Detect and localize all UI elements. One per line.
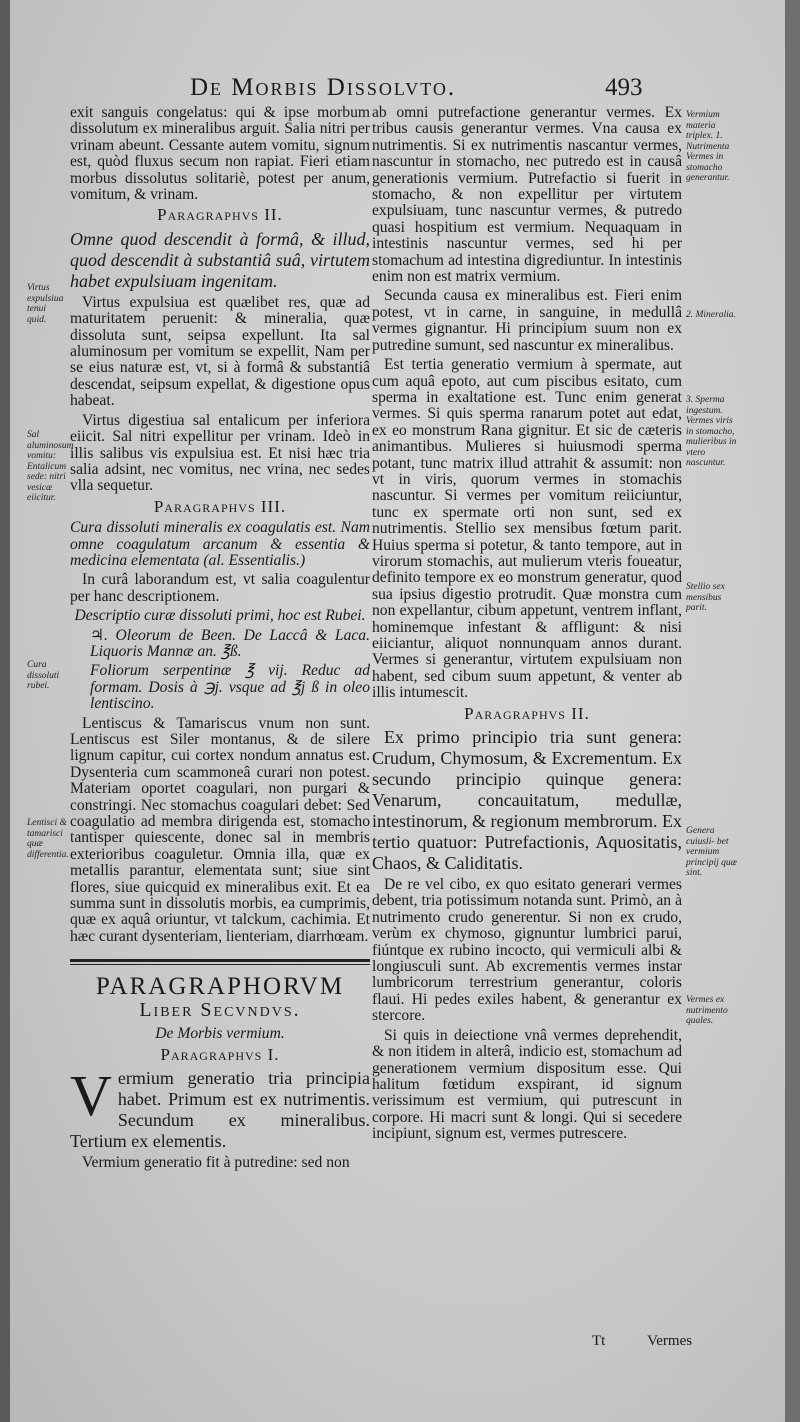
book-subtitle: Liber Secvndvs. <box>139 998 301 1021</box>
recipe-title: Descriptio curæ dissoluti primi, hoc est Rubei. <box>74 607 366 625</box>
page-edge <box>785 0 800 1422</box>
margin-note: Genera cuiusli- bet vermium principij quæ sint. <box>686 826 737 878</box>
paragraph: Secunda causa ex mineralibus est. Fieri enim potest, vt in carne, in sanguine, in medullâ vermes gignantur. Hi principium suum non ex putredine sumunt, sed nascuntur ex mineralibus. <box>372 287 682 354</box>
margin-note: Sal aluminosum vomitu: Entalicum sede: nitri vesicæ eiicitur. <box>27 430 74 503</box>
section-heading: Paragraphvs III. <box>153 496 287 516</box>
signature-mark: Tt <box>592 1333 606 1349</box>
left-column <box>70 105 370 1174</box>
paragraph: Si quis in deiectione vnâ vermes deprehendit, & non itidem in alterâ, indicio est, stomachum ad generationem vermium dispositum esse. Qui halitum fœtidum exspirant, id signum verissimum est vermium, qui putrescunt in corpore. Hi macri sunt & longi. Qui si secedere incipiunt, signum est, vermes putrescere. <box>372 1026 682 1143</box>
paragraph: De re vel cibo, ex quo esitato generari vermes debent, tria potissimum notanda sunt. Primò, an à nutrimento crudo generentur. Si non ex crudo, verùm ex chymoso, gignuntur lumbrici parui, fiúntque ex rubino incocto, qui vermiculi albi & longiusculi sunt. Ab excrementis vermes instar lumbricorum terrestrium generantur, coloris flaui. Hi pedes exiles habent, & generantur ex stercore. <box>372 876 682 1025</box>
paragraph: Ex primo principio tria sunt genera: Crudum, Chymosum, & Excrementum. Ex secundo principio quinque genera: Venarum, concauitatum, medullæ, intestinorum, & regionum membrorum. Ex tertio quatuor: Putrefactionis, Aquositatis, Chaos, & Caliditatis. <box>372 727 682 874</box>
margin-note: Vermes ex nutrimento quales. <box>686 995 728 1026</box>
paragraph: Virtus digestiua sal entalicum per inferiora eiicit. Sal nitri expellitur per vrinam. Ideò in illis salibus vis expulsiua est. Et nisi hæc tria salia adsint, nec vomitus, nec vrina, nec sedes vlla sequetur. <box>70 411 370 495</box>
margin-note: Stellio sex mensibus parit. <box>686 582 725 613</box>
book-title: PARAGRAPHORVM <box>95 973 345 1001</box>
margin-note: Virtus expulsiua tenui quid. <box>27 283 64 325</box>
margin-note: Cura dissoluti rubei. <box>27 660 60 691</box>
margin-note: Lentisci & tamarisci quæ differentia. <box>27 818 69 860</box>
paragraph: Lentiscus & Tamariscus vnum non sunt. Lentiscus est Siler montanus, & de silere lignum capitur, cui cortex nondum annatus est. Dysenteria cum scammoneâ curari non potest. Materiam oportet coagulari, non purgari & constringi. Nec stomachus coagulari debet: Sed coagulatio ad membra dirigenda est, stomacho tantisper quiescente, donec sal in membris exterioribus coaguletur. Omnia illa, quæ ex metallis parantur, elementata sunt; siue sint flores, siue quicquid ex mineralibus exit. Et ea summa sunt in dissolutis morbis, ea cumprimis, quæ ex aquâ oriuntur, vt talckum, cachimia. Et hæc curant dysenteriam, lienteriam, diarrhœam. <box>70 714 370 945</box>
running-head: De Morbis Dissolvto. <box>190 74 457 101</box>
recipe-line: ♃. Oleorum de Been. De Laccâ & Laca. Liquoris Mannæ an. ℥ß. <box>90 626 370 660</box>
paragraph: ab omni putrefactione generantur vermes. Ex tribus causis generantur vermes. Vna causa ex nutrimentis. Si ex nutrimentis nascantur vermes, nascuntur in stomacho, nec putredo est in causâ generationis vermium. Putrefactio si fuerit in stomacho, & non expellitur per virtutem expulsiuam, tunc nascuntur vermes, & putredo quasi hospitium est vermium. Nequaquam in intestinis nascuntur vermes, sed hi per stomachum ad intestina digrediuntur. In intestinis enim non est matrix vermium. <box>372 104 682 286</box>
book-page <box>10 0 785 1422</box>
page-footer <box>592 1333 702 1350</box>
paragraph: Vermium generatio fit à putredine: sed non <box>82 1153 350 1171</box>
paragraph: Est tertia generatio vermium à spermate, aut cum aquâ epoto, aut cum piscibus esitato, cum sperma in exaltatione est. Tunc enim generat vermes. Si quis sperma ranarum potet aut edat, ex eo monstrum Rana gignitur. Et sic de cæteris animantibus. Mulieres si huiusmodi sperma potant, tunc matrix illud attrahit & assumit: non vt in viris, quorum vermes in stomachis nascuntur. Si vermes per vomitum reiiciuntur, tunc ex spermate orti non sunt, sed ex nutrimentis. Stellio sex mensibus fœtum parit. Huius sperma si potetur, & tanto tempore, aut in virorum stomachis, aut mulierum vteris foueatur, definito tempore ex eo monstrum generatur, quod sua ipsius digestio protrudit. Quæ monstra cum non expellantur, cibum appetunt, ventrem inflant, hominemque infestant & affligunt: & nisi eiiciantur, aliquot nonnunquam annos durant. Vermes si generantur, virtutem expulsiuam non habent, sed cibum suum appetunt, & venter ab illis intumescit. <box>372 356 682 702</box>
paragraph: Virtus expulsiua est quælibet res, quæ ad maturitatem peruenit: & mineralia, quæ dissoluta sunt, seipsa expellunt. Ita sal aluminosum per vomitum se expellit, Nam per se eius naturæ est, vt, si à formâ & substantiâ descendat, seipsum expellat, & digestione opus habeat. <box>70 293 370 410</box>
divider <box>70 959 370 962</box>
aphorism: Omne quod descendit à formâ, & illud, quod descendit à substantiâ suâ, virtutem habet expulsiuam ingenitam. <box>70 228 370 291</box>
aphorism: Cura dissoluti mineralis ex coagulatis est. Nam omne coagulatum arcanum & essentia & medicina elementata (al. Essentialis.) <box>70 519 370 569</box>
opening-paragraph: Vermium generatio tria principia habet. Primum est ex nutrimentis. Secundum ex mineralibus. Tertium ex elementis. <box>70 1062 370 1151</box>
paragraph: In curâ laborandum est, vt salia coagulentur per hanc descriptionem. <box>70 571 370 605</box>
page-number: 493 <box>605 74 643 101</box>
divider <box>70 964 370 965</box>
drop-cap: V <box>70 1062 112 1128</box>
section-heading: Paragraphvs I. <box>160 1044 280 1064</box>
section-heading: Paragraphvs II. <box>157 205 283 225</box>
right-column <box>372 105 682 1146</box>
margin-note: 3. Sperma ingestum. Vermes viris in stomacho, mulieribus in vtero nascuntur. <box>686 395 737 468</box>
margin-note: 2. Mineralia. <box>686 310 736 320</box>
paragraph: exit sanguis congelatus: qui & ipse morbum dissolutum ex mineralibus arguit. Salia nitri per vrinam abeunt. Cessante autem vomitu, signum est, quòd fluxus secum non rapiat. Fieri etiam morbus dissolutus solitariè, potest per anum, vomitum, & vrinam. <box>70 104 370 204</box>
topic-title: De Morbis vermium. <box>155 1025 285 1043</box>
catchword: Vermes <box>647 1333 693 1349</box>
book-gutter <box>0 0 10 1422</box>
margin-note: Vermium materia triplex. 1. Nutrimenta Vermes in stomacho generantur. <box>686 110 730 183</box>
recipe-line: Foliorum serpentinæ ℥ vij. Reduc ad formam. Dosis à ℈j. vsque ad ℥j ß in oleo lentiscino. <box>90 662 370 713</box>
section-heading: Paragraphvs II. <box>464 703 590 723</box>
